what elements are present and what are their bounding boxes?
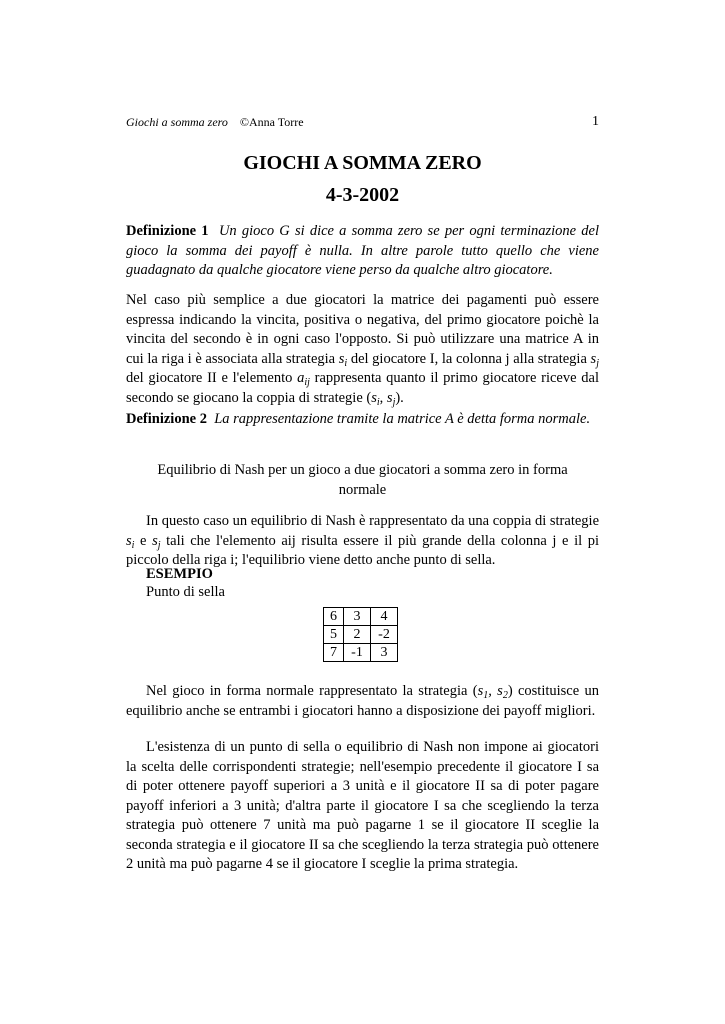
definition-2-text: La rappresentazione tramite la matrice A è detta forma normale. <box>214 411 591 427</box>
page-number: 1 <box>592 114 599 129</box>
math-sub: ij <box>304 377 310 388</box>
matrix-cell: 3 <box>371 644 398 662</box>
math-sub: j <box>157 539 161 551</box>
text-run: ) costituisce un equilibrio anche se entrambi i giocatori hanno a disposizione dei payoff migliori. <box>126 683 599 719</box>
definition-1-label: Definizione 1 <box>126 223 209 239</box>
math-sub: j <box>596 357 599 369</box>
math-var: a <box>297 370 305 386</box>
example-subtitle: Punto di sella <box>146 584 225 600</box>
text-run: e <box>134 532 153 549</box>
math-var: s <box>386 389 393 406</box>
math-sub: i <box>131 539 135 551</box>
payoff-matrix <box>323 607 398 662</box>
math-var: s <box>152 532 158 549</box>
running-head-title: Giochi a somma zero <box>126 115 228 129</box>
text-run: del giocatore I, la colonna j alla strategia <box>347 350 591 367</box>
math-sub: i <box>376 396 380 408</box>
math-pair: $s_1$, $s_2$ <box>477 683 508 701</box>
text-run: del giocatore II e l'elemento <box>126 370 298 386</box>
math-sub: i <box>344 357 348 369</box>
paragraph-saddle <box>126 682 599 721</box>
matrix-row <box>324 644 398 662</box>
math-var: s <box>590 350 597 367</box>
text-run: , <box>379 389 387 406</box>
paragraph-existence: L'esistenza di un punto di sella o equilibrio di Nash non impone ai giocatori la scelta delle corrispondenti strategie; nell'esempio precedente il giocatore I sa di poter ottenere payoff superiori a 3 unità e il giocatore II sa di poter pagare payoff inferiori a 3 unità; d'altra parte il giocatore I sa che scegliendo la terza strategia può ottenere 7 unità ma può pagarne 1 se il giocatore II sceglie la seconda strategia e il giocatore II sa che scegliendo la terza strategia può ottenere 2 unità ma può pagarne 4 se il giocatore I sceglie la prima strategia. <box>126 739 599 872</box>
paragraph-nash <box>126 512 599 571</box>
section-title: Equilibrio di Nash per un gioco a due giocatori a somma zero in forma normale <box>157 462 568 498</box>
math-var: s <box>338 350 345 367</box>
math-var: s <box>371 389 377 406</box>
matrix-cell: 4 <box>371 608 398 626</box>
matrix-cell: -1 <box>344 644 371 662</box>
matrix-row <box>324 626 398 644</box>
definition-2-label: Definizione 2 <box>126 411 207 427</box>
text-run: Nel caso più semplice a due giocatori la matrice dei pagamenti può essere espressa indicando la vincita, positiva o negativa, del primo giocatore poichè la vincita del secondo è in ogni caso l'opposto. Si può utilizzare una matrice A in cui la riga i è associata alla strategia <box>126 292 599 367</box>
paper-title <box>126 149 599 209</box>
text-run: Nel gioco in forma normale rappresentato la strategia ( <box>146 683 478 699</box>
example-label: ESEMPIO <box>146 566 213 582</box>
running-head <box>126 114 599 130</box>
running-head-author: ©Anna Torre <box>239 115 304 129</box>
matrix-cell: -2 <box>371 626 398 644</box>
matrix-cell: 6 <box>324 608 344 626</box>
text-run: In questo caso un equilibrio di Nash è rappresentato da una coppia di strategie <box>146 513 599 529</box>
text-run: ). <box>395 389 404 406</box>
definition-2 <box>126 410 599 430</box>
title-date: 4-3-2002 <box>325 184 400 206</box>
definition-1-text: Un gioco G si dice a somma zero se per ogni terminazione del gioco la somma dei payoff è nulla. In altre parole tutto quello che viene guadagnato da qualche giocatore viene perso da qualche altro giocatore. <box>126 223 599 278</box>
matrix-cell: 2 <box>344 626 371 644</box>
title-main: GIOCHI A SOMMA ZERO <box>243 152 482 174</box>
math-sub: j <box>392 396 396 408</box>
math-var: s <box>126 532 132 549</box>
matrix-cell: 5 <box>324 626 344 644</box>
matrix-row <box>324 608 398 626</box>
definition-1 <box>126 222 599 281</box>
text-run: tali che l'elemento aij risulta essere il più grande della colonna j e il pi piccolo della riga i; l'equilibrio viene detto anche punto di sella. <box>126 532 600 568</box>
paragraph-matrix-intro <box>126 291 599 408</box>
matrix-cell: 7 <box>324 644 344 662</box>
text-run: rappresenta quanto il primo giocatore riceve dal secondo se giocano la coppia di strategie ( <box>126 370 599 406</box>
matrix-cell: 3 <box>344 608 371 626</box>
